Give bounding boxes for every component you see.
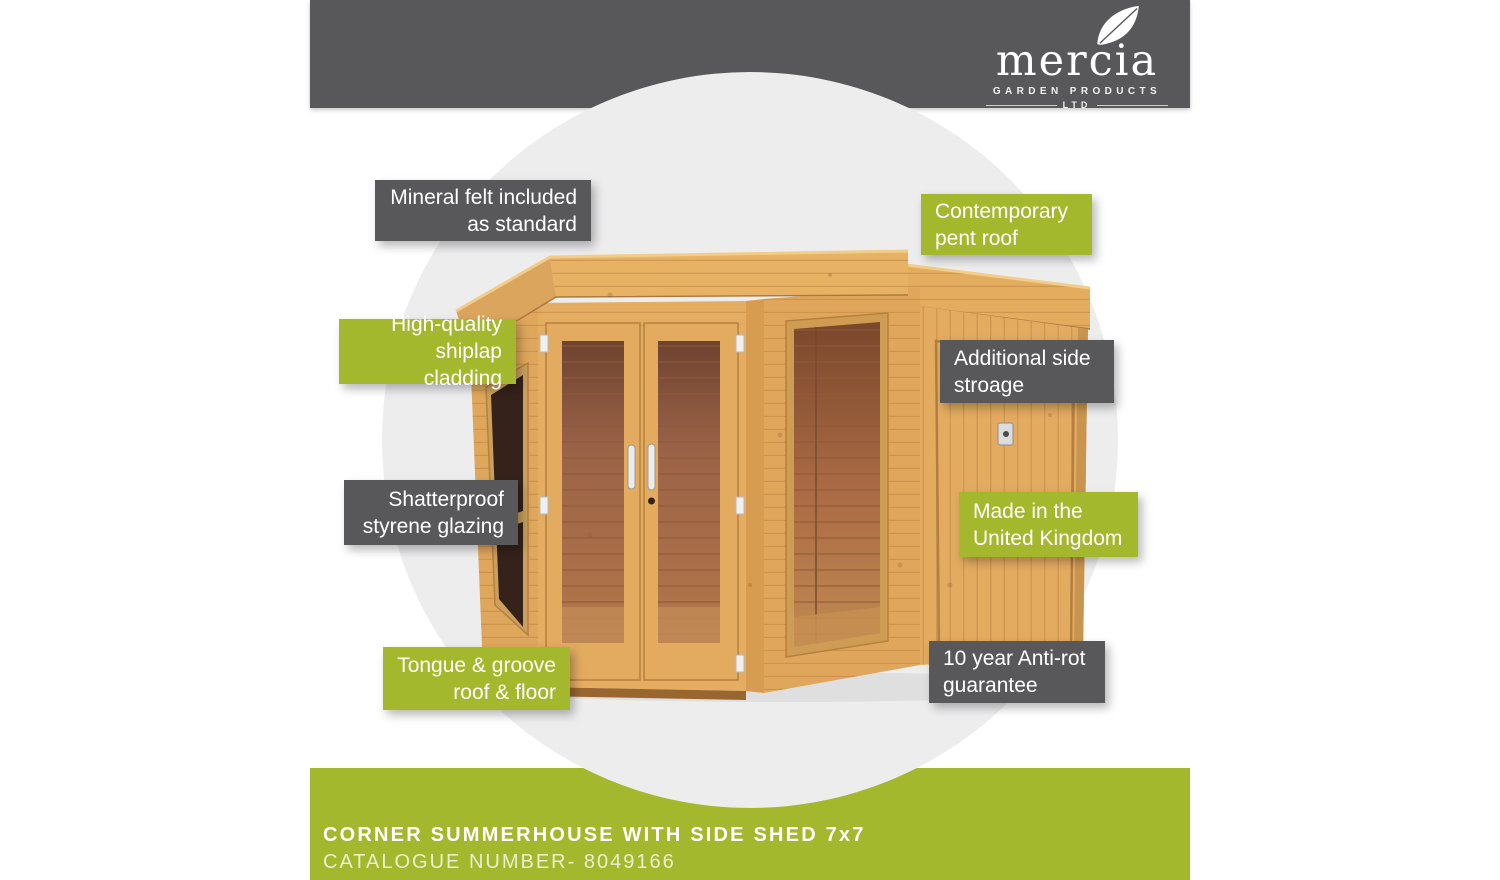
- summerhouse-illustration: [450, 235, 1090, 705]
- feature-line: shiplap cladding: [423, 340, 502, 390]
- catalogue-number: CATALOGUE NUMBER- 8049166: [323, 851, 676, 873]
- feature-line: United Kingdom: [973, 526, 1123, 550]
- feature-line: Shatterproof: [388, 487, 504, 511]
- brand-logo: [986, 2, 1168, 110]
- left-door-handle: [628, 445, 635, 489]
- rule-right: [1097, 105, 1168, 106]
- brand-suffix-row: [986, 100, 1168, 110]
- feature-line: Additional side: [954, 346, 1091, 370]
- feature-line: guarantee: [943, 674, 1038, 697]
- feature-label-styrene-glazing: [344, 480, 518, 545]
- feature-line: roof & floor: [453, 680, 556, 704]
- brand-name: mercia: [995, 36, 1159, 86]
- feature-label-made-in-uk: [959, 492, 1138, 557]
- double-doors: [526, 301, 746, 700]
- right-door-handle: [648, 444, 655, 490]
- feature-line: stroage: [954, 373, 1025, 397]
- feature-line: styrene glazing: [362, 514, 504, 538]
- feature-label-tongue-groove: [383, 647, 570, 710]
- feature-line: High-quality: [391, 313, 502, 336]
- product-title: CORNER SUMMERHOUSE WITH SIDE SHED 7x7: [323, 824, 866, 846]
- brand-tagline: GARDEN PRODUCTS: [992, 86, 1162, 97]
- feature-line: pent roof: [935, 226, 1018, 250]
- feature-line: Mineral felt included: [390, 185, 577, 209]
- front-window-panel: [764, 287, 920, 693]
- feature-label-mineral-felt: [375, 180, 591, 241]
- rule-left: [986, 105, 1057, 106]
- feature-line: Made in the: [973, 499, 1083, 523]
- feature-line: Contemporary: [935, 199, 1069, 223]
- feature-line: Tongue & groove: [397, 653, 556, 677]
- keyhole: [648, 498, 655, 505]
- corner-post: [746, 299, 764, 693]
- feature-label-anti-rot: [929, 641, 1105, 703]
- feature-line: 10 year Anti-rot: [943, 647, 1086, 670]
- feature-label-side-storage: [940, 340, 1114, 403]
- feature-label-shiplap-cladding: [339, 313, 516, 390]
- brand-suffix: LTD: [1062, 100, 1092, 110]
- feature-line: as standard: [467, 212, 577, 236]
- feature-label-pent-roof: [921, 194, 1092, 255]
